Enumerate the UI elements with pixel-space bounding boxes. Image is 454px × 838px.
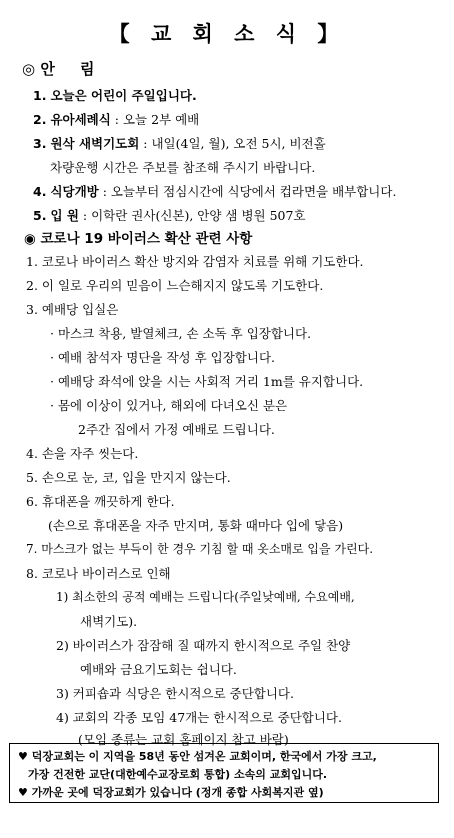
corona-subitem: 2) 바이러스가 잠잠해 질 때까지 한시적으로 주일 찬양 (56, 638, 351, 653)
notice-item: 1. 오늘은 어린이 주일입니다. (33, 88, 197, 103)
corona-line: 7. 마스크가 없는 부득이 한 경우 기침 할 때 옷소매로 입을 가린다. (26, 542, 374, 556)
corona-heading-text: 코로나 19 바이러스 확산 관련 사항 (40, 231, 253, 247)
notice-item: 2. 유아세례식 : 오늘 2부 예배 (33, 112, 200, 127)
corona-line: 3. 예배당 입실은 (26, 302, 119, 317)
corona-subitem-continuation: 새벽기도). (80, 614, 138, 629)
corona-line: 6. 휴대폰을 깨끗하게 한다. (26, 494, 175, 509)
corona-bullet: · 몸에 이상이 있거나, 해외에 다녀오신 분은 (50, 398, 288, 413)
corona-line: 8. 코로나 바이러스로 인해 (26, 566, 171, 581)
notice-marker-icon: ◎ (22, 60, 36, 78)
corona-subitem-continuation: (모임 종류는 교회 홈페이지 참고 바람) (78, 732, 289, 747)
church-info-box (9, 743, 439, 803)
corona-bullet: · 예배당 좌석에 앉을 시는 사회적 거리 1m를 유지합니다. (50, 374, 364, 389)
corona-heading (24, 227, 252, 247)
church-info-line: ♥ 덕장교회는 이 지역을 58년 동안 섬겨온 교회이며, 한국에서 가장 크고, (18, 750, 377, 763)
notice-heading (22, 58, 105, 79)
corona-line: 5. 손으로 눈, 코, 입을 만지지 않는다. (26, 470, 231, 485)
corona-subitem: 4) 교회의 각종 모임 47개는 한시적으로 중단합니다. (56, 710, 342, 725)
notice-item-continuation: 차량운행 시간은 주보를 참조해 주시기 바랍니다. (50, 160, 316, 175)
heart-icon: ♥ (18, 750, 28, 763)
notice-item: 5. 입 원 : 이학란 권사(신본), 안양 샘 병원 507호 (33, 208, 306, 223)
corona-subitem: 1) 최소한의 공적 예배는 드립니다(주일낮예배, 수요예배, (56, 590, 355, 604)
corona-bullet: · 마스크 착용, 발열체크, 손 소독 후 입장합니다. (50, 326, 312, 341)
corona-bullet-continuation: 2주간 집에서 가정 예배로 드립니다. (78, 422, 275, 437)
corona-subitem: 3) 커피숍과 식당은 한시적으로 중단합니다. (56, 686, 294, 701)
church-info-line: 가장 건전한 교단(대한예수교장로회 통합) 소속의 교회입니다. (28, 768, 328, 781)
corona-line: 1. 코로나 바이러스 확산 방지와 감염자 치료를 위해 기도한다. (26, 254, 364, 269)
church-info-line: ♥ 가까운 곳에 덕장교회가 있습니다 (정개 종합 사회복지관 옆) (18, 786, 324, 799)
heart-icon: ♥ (18, 786, 28, 799)
corona-line: 2. 이 일로 우리의 믿음이 느슨해지지 않도록 기도한다. (26, 278, 324, 293)
notice-heading-text: 안 림 (40, 60, 105, 78)
page-title: 【 교 회 소 식 】 (108, 22, 346, 46)
notice-item: 3. 원삭 새벽기도회 : 내일(4일, 월), 오전 5시, 비전홀 (33, 136, 326, 151)
corona-line: 4. 손을 자주 씻는다. (26, 446, 139, 461)
corona-line-continuation: (손으로 휴대폰을 자주 만지며, 통화 때마다 입에 닿음) (48, 518, 344, 533)
corona-bullet: · 예배 참석자 명단을 작성 후 입장합니다. (50, 350, 275, 365)
corona-subitem-continuation: 예배와 금요기도회는 쉽니다. (80, 662, 237, 677)
corona-marker-icon: ◉ (24, 231, 36, 247)
notice-item: 4. 식당개방 : 오늘부터 점심시간에 식당에서 컵라면을 배부합니다. (33, 184, 397, 199)
